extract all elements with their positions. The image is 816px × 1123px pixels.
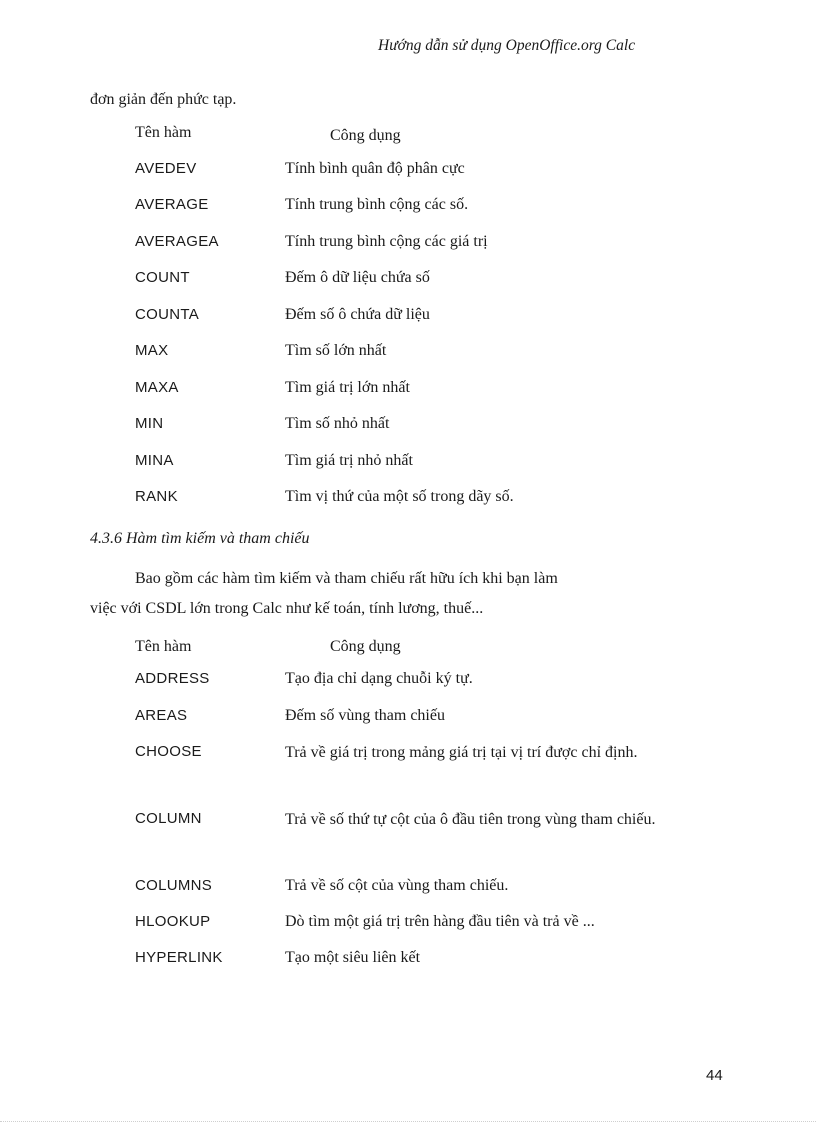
table1-header-use: Công dụng	[330, 127, 401, 144]
page-number: 44	[706, 1067, 723, 1084]
table2-row-desc: Trả về giá trị trong mảng giá trị tại vị trí được chỉ định.	[285, 744, 638, 761]
table1-row-desc: Tìm vị thứ của một số trong dãy số.	[285, 488, 514, 505]
table1-row-name: MAXA	[135, 379, 179, 396]
table1-row-desc: Tính bình quân độ phân cực	[285, 160, 465, 177]
table1-row-desc: Tìm số nhỏ nhất	[285, 415, 390, 432]
table1-row-name: MIN	[135, 415, 164, 432]
table1-row-desc: Tìm giá trị nhỏ nhất	[285, 452, 413, 469]
table2-row-desc: Tạo một siêu liên kết	[285, 949, 421, 966]
table1-row-desc: Đếm số ô chứa dữ liệu	[285, 306, 430, 323]
section-paragraph-line: việc với CSDL lớn trong Calc như kế toán, tính lương, thuế...	[90, 600, 484, 617]
table1-header-name: Tên hàm	[135, 124, 192, 141]
table1-row-name: AVEDEV	[135, 160, 197, 177]
table2-row-desc: Trả về số thứ tự cột của ô đầu tiên trong vùng tham chiếu.	[285, 811, 656, 828]
table2-row-desc: Đếm số vùng tham chiếu	[285, 707, 445, 724]
table1-row-name: COUNT	[135, 269, 190, 286]
table1-row-name: COUNTA	[135, 306, 200, 323]
table1-row-desc: Tìm giá trị lớn nhất	[285, 379, 410, 396]
table2-row-name: ADDRESS	[135, 670, 210, 687]
table1-row-name: RANK	[135, 488, 178, 505]
table2-row-name: COLUMN	[135, 810, 202, 827]
table2-row-name: HYPERLINK	[135, 949, 223, 966]
table1-row-name: AVERAGEA	[135, 233, 219, 250]
table2-row-name: COLUMNS	[135, 877, 213, 894]
table1-row-name: AVERAGE	[135, 196, 209, 213]
page-bottom-rule	[0, 1121, 816, 1122]
table1-row-name: MINA	[135, 452, 174, 469]
section-paragraph-line: Bao gồm các hàm tìm kiếm và tham chiếu rất hữu ích khi bạn làm	[135, 570, 558, 587]
running-header: Hướng dẫn sử dụng OpenOffice.org Calc	[378, 37, 636, 54]
table2-row-desc: Trả về số cột của vùng tham chiếu.	[285, 877, 509, 894]
table1-row-desc: Tính trung bình cộng các số.	[285, 196, 469, 213]
table2-header-use: Công dụng	[330, 638, 401, 655]
table2-row-name: AREAS	[135, 707, 188, 724]
table1-row-desc: Đếm ô dữ liệu chứa số	[285, 269, 430, 286]
intro-line: đơn giản đến phức tạp.	[90, 91, 237, 108]
table2-header-name: Tên hàm	[135, 638, 192, 655]
table2-row-name: HLOOKUP	[135, 913, 211, 930]
table2-row-name: CHOOSE	[135, 743, 202, 760]
table2-row-desc: Tạo địa chỉ dạng chuỗi ký tự.	[285, 670, 473, 687]
table1-row-desc: Tính trung bình cộng các giá trị	[285, 233, 488, 250]
table1-row-desc: Tìm số lớn nhất	[285, 342, 387, 359]
table1-row-name: MAX	[135, 342, 169, 359]
section-heading: 4.3.6 Hàm tìm kiếm và tham chiếu	[90, 530, 310, 547]
table2-row-desc: Dò tìm một giá trị trên hàng đầu tiên và trả về ...	[285, 913, 595, 930]
